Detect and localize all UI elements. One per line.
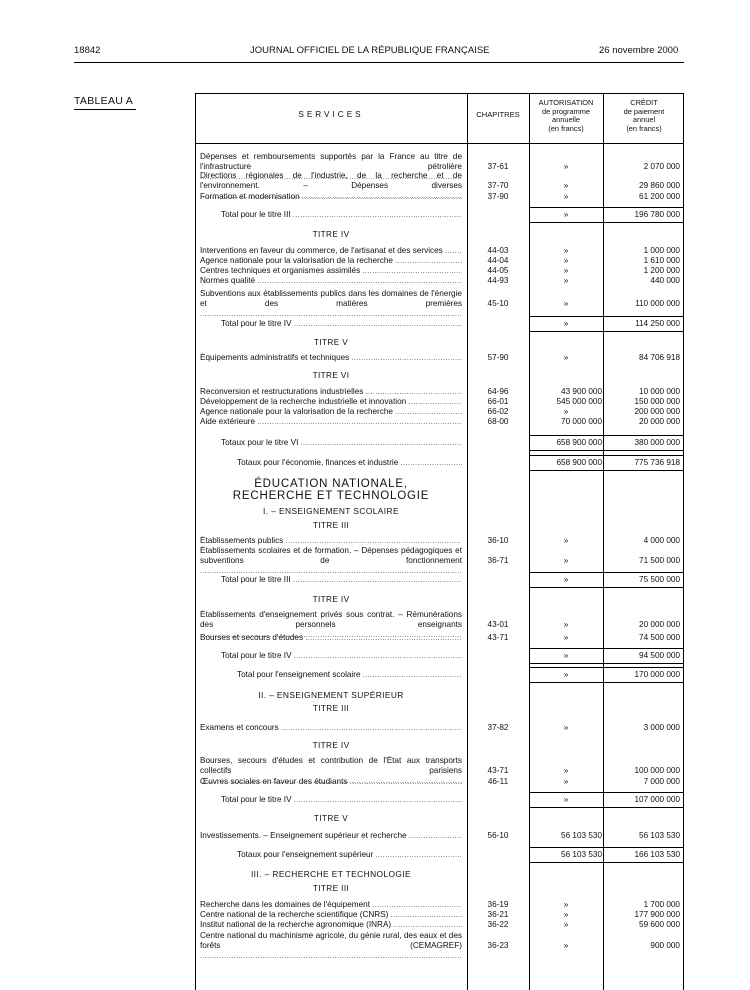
row-credit: 100 000 000	[634, 766, 680, 775]
row-label: Directions régionales de l'industrie, de la recherche et de l'environnement. – Dépenses diverses .....	[200, 171, 462, 202]
row-label: Total pour le titre III .....	[221, 575, 462, 586]
row-credit: 61 200 000	[639, 192, 680, 201]
table-row	[195, 931, 684, 953]
row-credit: 4 000 000	[643, 536, 680, 545]
row-label: Total pour le titre IV .....	[221, 319, 462, 330]
row-credit: 3 000 000	[643, 723, 680, 732]
issue-date: 26 novembre 2000	[599, 45, 679, 56]
total-row	[195, 319, 684, 334]
row-credit: 170 000 000	[634, 670, 680, 679]
row-chapitre: 43-71	[487, 633, 509, 642]
row-label: Interventions en faveur du commerce, de l'artisanat et des services .....	[200, 246, 462, 257]
total-row	[195, 850, 684, 865]
row-chapitre: 57-90	[487, 353, 509, 362]
row-chapitre: 36-23	[487, 941, 509, 950]
row-credit: 1 000 000	[643, 246, 680, 255]
row-credit: 110 000 000	[635, 299, 680, 308]
section-title: ÉDUCATION NATIONALE,	[254, 478, 408, 490]
row-credit: 2 070 000	[643, 162, 680, 171]
row-credit: 150 000 000	[634, 397, 680, 406]
row-autorisation: »	[563, 723, 569, 732]
total-rule	[529, 572, 684, 573]
row-chapitre: 64-96	[487, 387, 509, 396]
row-autorisation: »	[563, 210, 569, 219]
total-row	[195, 651, 684, 666]
row-credit: 440 000	[650, 276, 680, 285]
autorisation-header-line: annuelle	[552, 115, 580, 124]
row-autorisation: »	[563, 795, 569, 804]
row-credit: 1 700 000	[643, 900, 680, 909]
credit-header-line: (en francs)	[626, 123, 662, 133]
row-label: Formation et modernisation .....	[200, 192, 462, 203]
row-autorisation: »	[563, 276, 569, 285]
row-label: Centre national de la recherche scientifique (CNRS) .....	[200, 910, 462, 921]
row-chapitre: 44-03	[487, 246, 509, 255]
row-credit: 107 000 000	[634, 795, 680, 804]
row-autorisation: »	[563, 319, 569, 328]
row-autorisation: 658 900 000	[556, 438, 602, 447]
table-top-border	[195, 93, 684, 94]
table-row	[195, 353, 684, 368]
titre-heading: TITRE V	[313, 814, 349, 823]
total-row	[195, 458, 684, 473]
row-chapitre: 44-93	[487, 276, 509, 285]
autorisation-header-line: AUTORISATION	[538, 98, 594, 107]
total-row	[195, 210, 684, 225]
row-credit: 200 000 000	[634, 407, 680, 416]
titre-heading: TITRE III	[312, 521, 350, 530]
row-label: Total pour le titre IV .....	[221, 651, 462, 662]
row-chapitre: 45-10	[487, 299, 509, 308]
total-row	[195, 438, 684, 453]
row-label: Recherche dans les domaines de l'équipement .....	[200, 900, 462, 911]
total-underline	[529, 450, 684, 451]
titre-heading: TITRE V	[313, 338, 349, 347]
row-autorisation: »	[563, 777, 569, 786]
row-label: Équipements administratifs et techniques .....	[200, 353, 462, 364]
row-autorisation: »	[563, 192, 569, 201]
table-row	[195, 289, 684, 311]
section-title: RECHERCHE ET TECHNOLOGIE	[232, 490, 430, 502]
row-autorisation: »	[563, 910, 569, 919]
row-autorisation: »	[563, 266, 569, 275]
row-credit: 380 000 000	[634, 438, 680, 447]
row-credit: 84 706 918	[639, 353, 680, 362]
autorisation-header-line: (en francs)	[548, 123, 584, 133]
row-label: Agence nationale pour la valorisation de la recherche .....	[200, 407, 462, 418]
row-credit: 1 610 000	[643, 256, 680, 265]
table-row	[195, 633, 684, 648]
total-rule	[529, 316, 684, 317]
row-label: Développement de la recherche industrielle et innovation .....	[200, 397, 462, 408]
total-underline	[529, 862, 684, 863]
row-chapitre: 46-11	[487, 777, 509, 786]
row-autorisation: »	[563, 670, 569, 679]
row-credit: 20 000 000	[639, 620, 680, 629]
table-row	[195, 171, 684, 193]
row-autorisation: »	[563, 407, 569, 416]
row-autorisation: 658 900 000	[556, 458, 602, 467]
total-rule	[529, 847, 684, 848]
row-label: Subventions aux établissements publics dans les domaines de l'énergie et des matières premières .....	[200, 289, 462, 320]
total-rule	[529, 792, 684, 793]
total-row	[195, 575, 684, 590]
table-row	[195, 192, 684, 207]
row-credit: 59 600 000	[639, 920, 680, 929]
credit-header-line: annuel	[632, 115, 656, 124]
table-row	[195, 546, 684, 568]
titre-heading: TITRE IV	[312, 595, 350, 604]
row-autorisation: »	[563, 353, 569, 362]
row-label: Établissements scolaires et de formation. – Dépenses pédagogiques et subventions de fonctionnement .....	[200, 546, 462, 577]
total-rule	[529, 455, 684, 456]
row-autorisation: 70 000 000	[561, 417, 602, 426]
row-chapitre: 37-90	[487, 192, 509, 201]
row-autorisation: »	[563, 620, 569, 629]
row-autorisation: 56 103 530	[561, 850, 602, 859]
table-row	[195, 831, 684, 846]
row-chapitre: 68-00	[487, 417, 509, 426]
total-underline	[529, 222, 684, 223]
total-rule	[529, 207, 684, 208]
credit-header-line: CRÉDIT	[630, 98, 658, 107]
row-chapitre: 66-01	[487, 397, 509, 406]
row-label: Examens et concours .....	[200, 723, 462, 734]
row-chapitre: 37-70	[487, 181, 509, 190]
total-row	[195, 670, 684, 685]
total-underline	[529, 663, 684, 664]
header-bottom-border	[195, 143, 684, 144]
row-credit: 114 250 000	[635, 319, 680, 328]
row-chapitre: 44-04	[487, 256, 509, 265]
row-label: Total pour le titre IV .....	[221, 795, 462, 806]
titre-heading: TITRE III	[312, 704, 350, 713]
row-autorisation: »	[563, 900, 569, 909]
row-autorisation: »	[563, 633, 569, 642]
tableau-underline	[74, 109, 136, 110]
journal-title: JOURNAL OFFICIEL DE LA RÉPUBLIQUE FRANÇAISE	[250, 45, 490, 56]
titre-heading: TITRE IV	[312, 230, 350, 239]
row-credit: 20 000 000	[639, 417, 680, 426]
row-label: Établissements d'enseignement privés sous contrat. – Rémunérations des personnels enseignants .....	[200, 610, 462, 641]
row-autorisation: »	[563, 575, 569, 584]
row-credit: 29 860 000	[639, 181, 680, 190]
titre-heading: TITRE III	[312, 884, 350, 893]
page-number: 18842	[74, 45, 101, 56]
row-autorisation: »	[563, 299, 569, 308]
row-chapitre: 66-02	[487, 407, 509, 416]
row-credit: 74 500 000	[639, 633, 680, 642]
row-label: Totaux pour le titre VI .....	[221, 438, 462, 449]
budget-table	[195, 93, 684, 990]
row-credit: 166 103 530	[634, 850, 680, 859]
row-credit: 177 900 000	[634, 910, 680, 919]
titre-heading: TITRE VI	[312, 371, 350, 380]
row-label: Totaux pour l'enseignement supérieur .....	[237, 850, 462, 861]
row-autorisation: »	[563, 162, 569, 171]
subsection-title: II. – ENSEIGNEMENT SUPÉRIEUR	[258, 690, 404, 700]
row-label: Bourses et secours d'études .....	[200, 633, 462, 644]
autorisation-header-line: de programme	[541, 106, 591, 116]
row-chapitre: 43-01	[487, 620, 509, 629]
row-credit: 196 780 000	[634, 210, 680, 219]
row-autorisation: »	[563, 246, 569, 255]
titre-heading: TITRE IV	[312, 741, 350, 750]
row-label: Total pour le titre III .....	[221, 210, 462, 221]
row-label: Œuvres sociales en faveur des étudiants .....	[200, 777, 462, 788]
column-header-chapitres: CHAPITRES	[476, 110, 520, 119]
row-label: Normes qualité .....	[200, 276, 462, 287]
table-row	[195, 610, 684, 632]
row-credit: 56 103 530	[639, 831, 680, 840]
row-label: Agence nationale pour la valorisation de la recherche .....	[200, 256, 462, 267]
row-chapitre: 44-05	[487, 266, 509, 275]
row-label: Aide extérieure .....	[200, 417, 462, 428]
row-label: Dépenses et remboursements supportés par la France au titre de l'infrastructure pétrolière .....	[200, 152, 462, 183]
row-autorisation: »	[563, 556, 569, 565]
row-autorisation: »	[563, 536, 569, 545]
row-credit: 71 500 000	[639, 556, 680, 565]
table-row	[195, 777, 684, 792]
total-underline	[529, 331, 684, 332]
total-underline	[529, 807, 684, 808]
total-underline	[529, 587, 684, 588]
tableau-label: TABLEAU A	[74, 95, 134, 107]
header-rule	[74, 62, 684, 63]
row-autorisation: 56 103 530	[561, 831, 602, 840]
row-credit: 900 000	[650, 941, 680, 950]
table-row	[195, 756, 684, 778]
row-autorisation: »	[563, 941, 569, 950]
row-chapitre: 37-61	[487, 162, 509, 171]
column-header-credit	[604, 99, 684, 133]
total-underline	[529, 682, 684, 683]
row-label: Établissements publics .....	[200, 536, 462, 547]
row-autorisation: 545 000 000	[556, 397, 602, 406]
row-label: Centres techniques et organismes assimilés .....	[200, 266, 462, 277]
row-autorisation: »	[563, 651, 569, 660]
column-header-autorisation	[530, 99, 602, 133]
total-rule	[529, 667, 684, 668]
row-label: Total pour l'enseignement scolaire .....	[237, 670, 462, 681]
row-chapitre: 36-71	[487, 556, 509, 565]
row-label: Centre national du machinisme agricole, du génie rural, des eaux et des forêts (CEMAGREF) .....	[200, 931, 462, 962]
row-autorisation: 43 900 000	[561, 387, 602, 396]
row-label: Institut national de la recherche agronomique (INRA) .....	[200, 920, 462, 931]
row-autorisation: »	[563, 256, 569, 265]
row-credit: 775 736 918	[634, 458, 680, 467]
row-credit: 7 000 000	[643, 777, 680, 786]
row-chapitre: 36-21	[487, 910, 509, 919]
row-chapitre: 36-10	[487, 536, 509, 545]
row-chapitre: 36-19	[487, 900, 509, 909]
total-rule	[529, 435, 684, 436]
row-credit: 94 500 000	[639, 651, 680, 660]
row-label: Reconversion et restructurations industrielles .....	[200, 387, 462, 398]
table-row	[195, 723, 684, 738]
row-autorisation: »	[563, 920, 569, 929]
total-underline	[529, 470, 684, 471]
subsection-title: I. – ENSEIGNEMENT SCOLAIRE	[263, 506, 399, 516]
row-autorisation: »	[563, 181, 569, 190]
column-header-services: SERVICES	[298, 110, 364, 119]
row-label: Investissements. – Enseignement supérieur et recherche .....	[200, 831, 462, 842]
total-rule	[529, 648, 684, 649]
table-row	[195, 417, 684, 432]
row-autorisation: »	[563, 766, 569, 775]
row-chapitre: 43-71	[487, 766, 509, 775]
row-chapitre: 37-82	[487, 723, 509, 732]
total-row	[195, 795, 684, 810]
credit-header-line: de paiement	[623, 106, 665, 116]
subsection-title: III. – RECHERCHE ET TECHNOLOGIE	[250, 869, 412, 879]
row-label: Bourses, secours d'études et contribution de l'État aux transports collectifs parisiens .....	[200, 756, 462, 787]
row-credit: 75 500 000	[639, 575, 680, 584]
row-chapitre: 56-10	[487, 831, 509, 840]
row-chapitre: 36-22	[487, 920, 509, 929]
row-label: Totaux pour l'économie, finances et industrie .....	[237, 458, 462, 469]
row-credit: 10 000 000	[639, 387, 680, 396]
row-credit: 1 200 000	[643, 266, 680, 275]
